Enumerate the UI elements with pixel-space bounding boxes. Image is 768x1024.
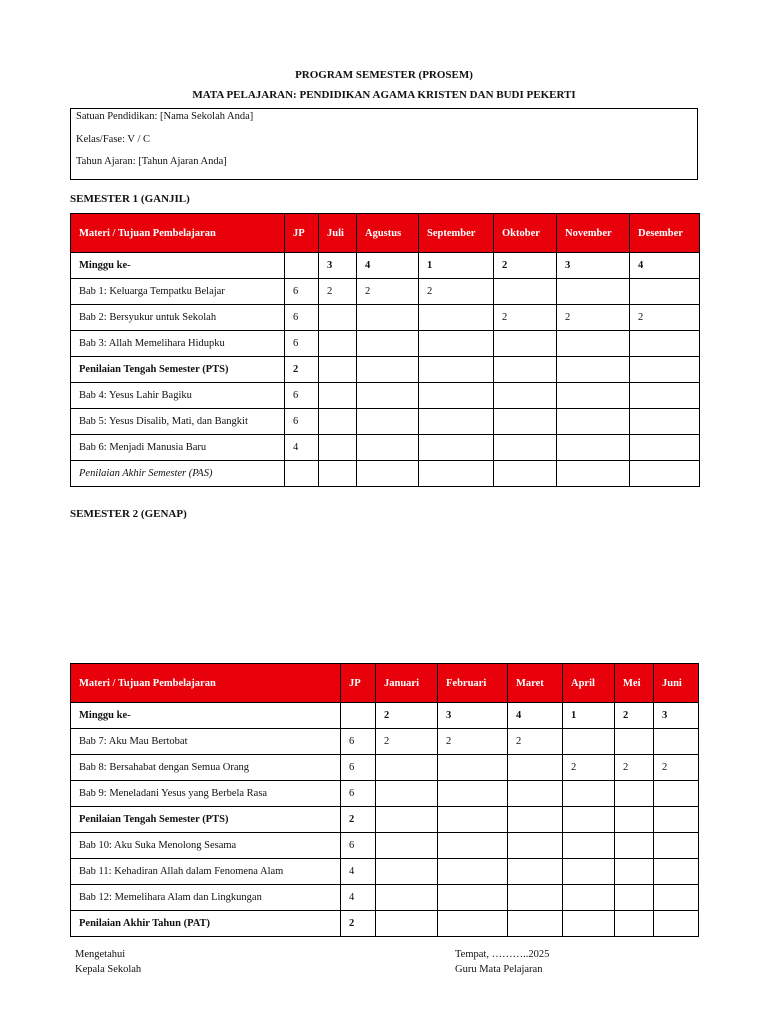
jp-cell: 6	[285, 305, 319, 331]
week-cell: 2	[630, 305, 700, 331]
week-cell	[419, 383, 494, 409]
table-row	[71, 781, 699, 807]
jp-cell: 6	[285, 383, 319, 409]
week-cell	[438, 833, 508, 859]
week-cell	[376, 833, 438, 859]
week-cell	[494, 461, 557, 487]
row-label-cell: Bab 1: Keluarga Tempatku Belajar	[71, 279, 285, 305]
table-header-row	[71, 664, 699, 703]
week-cell	[615, 859, 654, 885]
row-label-cell: Penilaian Tengah Semester (PTS)	[71, 807, 341, 833]
week-cell	[563, 807, 615, 833]
jp-cell	[285, 461, 319, 487]
table-header-row	[71, 214, 700, 253]
week-cell	[494, 435, 557, 461]
tahun-ajaran: Tahun Ajaran: [Tahun Ajaran Anda]	[76, 156, 227, 167]
week-cell: 2	[563, 755, 615, 781]
table-row	[71, 383, 700, 409]
table-row	[71, 729, 699, 755]
subject-title: MATA PELAJARAN: PENDIDIKAN AGAMA KRISTEN DAN BUDI PEKERTI	[192, 89, 576, 101]
school-info-box	[70, 108, 698, 180]
table-row	[71, 409, 700, 435]
row-label-cell: Bab 10: Aku Suka Menolong Sesama	[71, 833, 341, 859]
week-cell	[319, 461, 357, 487]
column-header: Mei	[615, 664, 654, 703]
week-cell	[654, 833, 699, 859]
week-cell	[438, 885, 508, 911]
row-label-cell: Bab 8: Bersahabat dengan Semua Orang	[71, 755, 341, 781]
week-cell	[376, 911, 438, 937]
table-row	[71, 435, 700, 461]
semester2-table	[70, 663, 699, 937]
column-header: Oktober	[494, 214, 557, 253]
jp-cell: 2	[341, 911, 376, 937]
footer-mengetahui: Mengetahui	[75, 949, 126, 960]
week-cell	[508, 781, 563, 807]
week-cell	[508, 859, 563, 885]
week-cell	[494, 331, 557, 357]
week-cell: 3	[557, 253, 630, 279]
footer-left	[75, 947, 141, 977]
week-cell	[630, 383, 700, 409]
table-row	[71, 885, 699, 911]
week-cell	[630, 461, 700, 487]
week-cell: 2	[494, 253, 557, 279]
week-cell	[654, 729, 699, 755]
table-row	[71, 807, 699, 833]
column-header: JP	[341, 664, 376, 703]
week-cell: 4	[630, 253, 700, 279]
week-cell: 2	[615, 755, 654, 781]
week-cell	[563, 729, 615, 755]
column-header: Desember	[630, 214, 700, 253]
table-row	[71, 755, 699, 781]
row-label-cell: Minggu ke-	[71, 703, 341, 729]
week-cell	[419, 357, 494, 383]
week-cell: 2	[508, 729, 563, 755]
week-cell	[438, 755, 508, 781]
table-row	[71, 833, 699, 859]
week-cell	[494, 383, 557, 409]
week-cell: 1	[563, 703, 615, 729]
jp-cell	[341, 703, 376, 729]
week-cell	[563, 885, 615, 911]
jp-cell: 6	[341, 755, 376, 781]
week-cell	[630, 331, 700, 357]
week-cell	[508, 755, 563, 781]
week-cell	[357, 331, 419, 357]
week-cell	[615, 911, 654, 937]
week-cell: 2	[419, 279, 494, 305]
jp-cell: 6	[341, 833, 376, 859]
week-cell	[419, 461, 494, 487]
table-row	[71, 859, 699, 885]
week-cell	[557, 357, 630, 383]
week-cell	[319, 409, 357, 435]
week-cell	[563, 781, 615, 807]
column-header: Januari	[376, 664, 438, 703]
column-header: Juli	[319, 214, 357, 253]
document-title: PROGRAM SEMESTER (PROSEM)	[295, 69, 473, 81]
week-cell: 4	[357, 253, 419, 279]
week-cell	[654, 911, 699, 937]
week-cell	[630, 357, 700, 383]
week-cell	[508, 833, 563, 859]
week-cell: 3	[319, 253, 357, 279]
week-cell	[419, 305, 494, 331]
row-label-cell: Penilaian Akhir Semester (PAS)	[71, 461, 285, 487]
week-cell	[557, 435, 630, 461]
column-header: JP	[285, 214, 319, 253]
week-cell	[376, 859, 438, 885]
semester2-heading: SEMESTER 2 (GENAP)	[70, 508, 187, 520]
week-cell: 2	[376, 729, 438, 755]
week-cell	[357, 357, 419, 383]
row-label-cell: Bab 12: Memelihara Alam dan Lingkungan	[71, 885, 341, 911]
footer-kepala-sekolah: Kepala Sekolah	[75, 964, 142, 975]
table-row	[71, 357, 700, 383]
week-cell: 2	[319, 279, 357, 305]
week-cell	[615, 729, 654, 755]
table-row	[71, 253, 700, 279]
week-cell: 2	[438, 729, 508, 755]
column-header: Materi / Tujuan Pembelajaran	[71, 664, 341, 703]
column-header: Materi / Tujuan Pembelajaran	[71, 214, 285, 253]
column-header: November	[557, 214, 630, 253]
jp-cell	[285, 253, 319, 279]
jp-cell: 6	[341, 729, 376, 755]
row-label-cell: Bab 9: Meneladani Yesus yang Berbela Rasa	[71, 781, 341, 807]
week-cell	[376, 755, 438, 781]
column-header: September	[419, 214, 494, 253]
jp-cell: 4	[341, 885, 376, 911]
week-cell	[376, 781, 438, 807]
week-cell	[563, 859, 615, 885]
week-cell	[630, 435, 700, 461]
footer-right	[455, 947, 549, 977]
week-cell	[419, 409, 494, 435]
week-cell: 2	[654, 755, 699, 781]
week-cell	[357, 409, 419, 435]
week-cell: 3	[654, 703, 699, 729]
row-label-cell: Minggu ke-	[71, 253, 285, 279]
week-cell	[508, 911, 563, 937]
jp-cell: 6	[341, 781, 376, 807]
footer-tempat-tanggal: Tempat, ………..2025	[455, 949, 550, 960]
week-cell	[376, 885, 438, 911]
footer-guru-mapel: Guru Mata Pelajaran	[455, 964, 543, 975]
jp-cell: 6	[285, 409, 319, 435]
table-row	[71, 461, 700, 487]
week-cell	[319, 331, 357, 357]
week-cell	[630, 279, 700, 305]
week-cell	[563, 911, 615, 937]
week-cell	[376, 807, 438, 833]
column-header: April	[563, 664, 615, 703]
week-cell	[654, 859, 699, 885]
week-cell	[557, 409, 630, 435]
week-cell: 1	[419, 253, 494, 279]
week-cell	[357, 435, 419, 461]
week-cell	[319, 305, 357, 331]
week-cell	[615, 781, 654, 807]
row-label-cell: Bab 2: Bersyukur untuk Sekolah	[71, 305, 285, 331]
table-row	[71, 331, 700, 357]
column-header: Juni	[654, 664, 699, 703]
jp-cell: 2	[341, 807, 376, 833]
week-cell	[654, 885, 699, 911]
table-row	[71, 703, 699, 729]
week-cell	[654, 781, 699, 807]
jp-cell: 2	[285, 357, 319, 383]
row-label-cell: Bab 11: Kehadiran Allah dalam Fenomena Alam	[71, 859, 341, 885]
week-cell	[357, 461, 419, 487]
week-cell: 2	[376, 703, 438, 729]
jp-cell: 6	[285, 331, 319, 357]
row-label-cell: Bab 3: Allah Memelihara Hidupku	[71, 331, 285, 357]
kelas-fase: Kelas/Fase: V / C	[76, 134, 150, 145]
week-cell	[438, 911, 508, 937]
jp-cell: 6	[285, 279, 319, 305]
week-cell	[494, 279, 557, 305]
week-cell: 2	[494, 305, 557, 331]
jp-cell: 4	[341, 859, 376, 885]
row-label-cell: Bab 5: Yesus Disalib, Mati, dan Bangkit	[71, 409, 285, 435]
table-row	[71, 305, 700, 331]
week-cell	[557, 279, 630, 305]
week-cell	[630, 409, 700, 435]
week-cell	[319, 357, 357, 383]
week-cell	[557, 331, 630, 357]
week-cell	[438, 807, 508, 833]
row-label-cell: Bab 4: Yesus Lahir Bagiku	[71, 383, 285, 409]
jp-cell: 4	[285, 435, 319, 461]
week-cell	[419, 331, 494, 357]
week-cell	[357, 383, 419, 409]
column-header: Maret	[508, 664, 563, 703]
week-cell	[615, 807, 654, 833]
week-cell	[615, 833, 654, 859]
week-cell	[615, 885, 654, 911]
week-cell	[494, 357, 557, 383]
week-cell	[319, 383, 357, 409]
week-cell	[654, 807, 699, 833]
week-cell	[494, 409, 557, 435]
semester1-table	[70, 213, 700, 487]
week-cell	[508, 885, 563, 911]
table-row	[71, 911, 699, 937]
satuan-pendidikan: Satuan Pendidikan: [Nama Sekolah Anda]	[76, 111, 254, 122]
table-row	[71, 279, 700, 305]
row-label-cell: Penilaian Tengah Semester (PTS)	[71, 357, 285, 383]
row-label-cell: Bab 7: Aku Mau Bertobat	[71, 729, 341, 755]
week-cell: 2	[357, 279, 419, 305]
week-cell: 2	[615, 703, 654, 729]
column-header: Agustus	[357, 214, 419, 253]
row-label-cell: Penilaian Akhir Tahun (PAT)	[71, 911, 341, 937]
week-cell: 3	[438, 703, 508, 729]
week-cell	[319, 435, 357, 461]
week-cell	[508, 807, 563, 833]
week-cell	[557, 461, 630, 487]
week-cell	[557, 383, 630, 409]
week-cell: 4	[508, 703, 563, 729]
column-header: Februari	[438, 664, 508, 703]
semester1-heading: SEMESTER 1 (GANJIL)	[70, 193, 190, 205]
week-cell	[357, 305, 419, 331]
week-cell: 2	[557, 305, 630, 331]
week-cell	[438, 781, 508, 807]
week-cell	[419, 435, 494, 461]
row-label-cell: Bab 6: Menjadi Manusia Baru	[71, 435, 285, 461]
week-cell	[438, 859, 508, 885]
week-cell	[563, 833, 615, 859]
